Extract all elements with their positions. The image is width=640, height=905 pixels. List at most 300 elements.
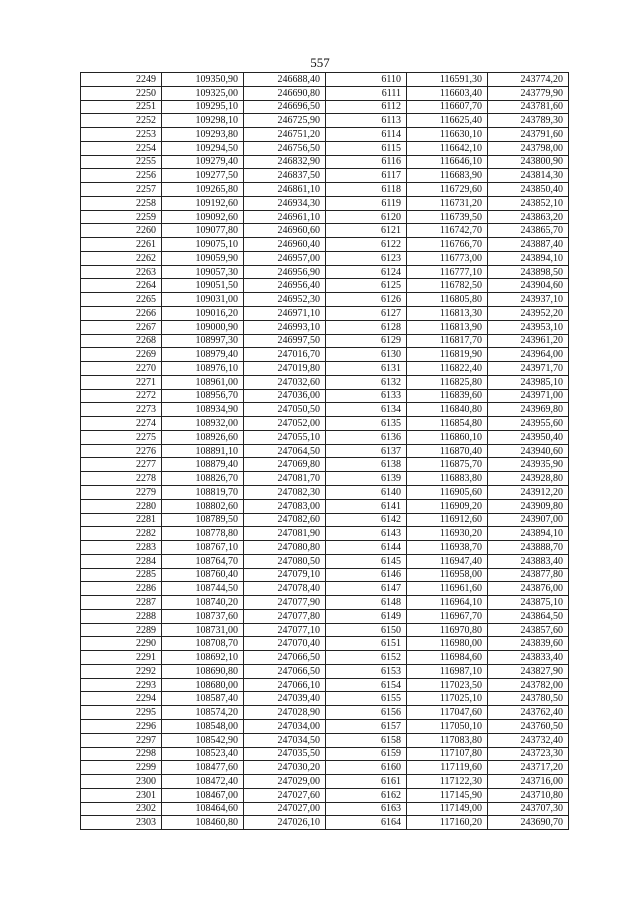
table-row [81,802,569,816]
cell-x-coordinate: 108467,00 [162,788,244,802]
cell-x-coordinate: 108926,60 [162,430,244,444]
cell-point-number: 6146 [326,568,407,582]
cell-y-coordinate: 243928,80 [488,472,569,486]
table-row [81,320,569,334]
cell-y-coordinate: 243780,50 [488,692,569,706]
cell-x-coordinate: 108740,20 [162,596,244,610]
cell-y-coordinate: 247082,60 [244,513,326,527]
cell-point-number: 6120 [326,210,407,224]
cell-y-coordinate: 247034,50 [244,733,326,747]
cell-y-coordinate: 247083,00 [244,499,326,513]
cell-x-coordinate: 108891,10 [162,444,244,458]
cell-y-coordinate: 243912,20 [488,485,569,499]
cell-point-number: 2249 [81,73,162,87]
cell-y-coordinate: 246971,10 [244,307,326,321]
cell-point-number: 2290 [81,637,162,651]
table-row [81,362,569,376]
cell-x-coordinate: 108574,20 [162,706,244,720]
cell-x-coordinate: 116603,40 [407,86,488,100]
cell-y-coordinate: 243888,70 [488,541,569,555]
cell-y-coordinate: 246952,30 [244,293,326,307]
cell-x-coordinate: 116875,70 [407,458,488,472]
cell-y-coordinate: 243865,70 [488,224,569,238]
cell-y-coordinate: 246861,10 [244,183,326,197]
cell-y-coordinate: 243952,20 [488,307,569,321]
cell-y-coordinate: 243800,90 [488,155,569,169]
cell-x-coordinate: 108932,00 [162,417,244,431]
cell-point-number: 6160 [326,761,407,775]
cell-y-coordinate: 243732,40 [488,733,569,747]
cell-x-coordinate: 108548,00 [162,719,244,733]
cell-point-number: 6117 [326,169,407,183]
cell-y-coordinate: 247066,50 [244,664,326,678]
cell-x-coordinate: 108737,60 [162,609,244,623]
cell-x-coordinate: 108789,50 [162,513,244,527]
cell-point-number: 2282 [81,527,162,541]
cell-x-coordinate: 109294,50 [162,141,244,155]
cell-y-coordinate: 243789,30 [488,114,569,128]
cell-y-coordinate: 243690,70 [488,816,569,830]
cell-x-coordinate: 109350,90 [162,73,244,87]
cell-y-coordinate: 247077,90 [244,596,326,610]
cell-point-number: 2298 [81,747,162,761]
cell-y-coordinate: 247066,50 [244,651,326,665]
cell-x-coordinate: 116625,40 [407,114,488,128]
cell-y-coordinate: 243937,10 [488,293,569,307]
cell-point-number: 6140 [326,485,407,499]
cell-y-coordinate: 243935,90 [488,458,569,472]
cell-point-number: 6121 [326,224,407,238]
cell-x-coordinate: 116961,60 [407,582,488,596]
table-row [81,623,569,637]
cell-y-coordinate: 247066,10 [244,678,326,692]
cell-y-coordinate: 243717,20 [488,761,569,775]
cell-point-number: 6141 [326,499,407,513]
cell-y-coordinate: 243904,60 [488,279,569,293]
cell-y-coordinate: 247081,70 [244,472,326,486]
cell-x-coordinate: 116782,50 [407,279,488,293]
cell-x-coordinate: 116642,10 [407,141,488,155]
cell-x-coordinate: 116805,80 [407,293,488,307]
table-row [81,238,569,252]
cell-x-coordinate: 116909,20 [407,499,488,513]
cell-point-number: 2273 [81,403,162,417]
cell-point-number: 2294 [81,692,162,706]
cell-point-number: 2268 [81,334,162,348]
cell-x-coordinate: 108477,60 [162,761,244,775]
cell-point-number: 6143 [326,527,407,541]
table-row [81,334,569,348]
cell-point-number: 6129 [326,334,407,348]
cell-y-coordinate: 247027,60 [244,788,326,802]
cell-y-coordinate: 243791,60 [488,128,569,142]
table-row [81,389,569,403]
cell-point-number: 6122 [326,238,407,252]
cell-x-coordinate: 116958,00 [407,568,488,582]
cell-x-coordinate: 116883,80 [407,472,488,486]
cell-y-coordinate: 243876,00 [488,582,569,596]
cell-x-coordinate: 117122,30 [407,775,488,789]
cell-point-number: 2255 [81,155,162,169]
cell-y-coordinate: 246961,10 [244,210,326,224]
cell-point-number: 2286 [81,582,162,596]
cell-point-number: 2265 [81,293,162,307]
table-row [81,183,569,197]
cell-y-coordinate: 243875,10 [488,596,569,610]
cell-y-coordinate: 243723,30 [488,747,569,761]
cell-x-coordinate: 109265,80 [162,183,244,197]
table-row [81,128,569,142]
cell-y-coordinate: 243971,70 [488,362,569,376]
cell-y-coordinate: 247064,50 [244,444,326,458]
cell-x-coordinate: 109279,40 [162,155,244,169]
cell-point-number: 6142 [326,513,407,527]
table-row [81,224,569,238]
cell-point-number: 2257 [81,183,162,197]
cell-point-number: 2299 [81,761,162,775]
table-row [81,609,569,623]
table-row [81,775,569,789]
cell-y-coordinate: 246832,90 [244,155,326,169]
cell-x-coordinate: 117047,60 [407,706,488,720]
table-row [81,251,569,265]
cell-point-number: 2270 [81,362,162,376]
cell-y-coordinate: 247027,00 [244,802,326,816]
cell-y-coordinate: 247052,00 [244,417,326,431]
table-row [81,485,569,499]
cell-x-coordinate: 116980,00 [407,637,488,651]
table-row [81,265,569,279]
cell-x-coordinate: 108961,00 [162,375,244,389]
cell-x-coordinate: 116766,70 [407,238,488,252]
table-row [81,527,569,541]
cell-x-coordinate: 109051,50 [162,279,244,293]
table-row [81,155,569,169]
cell-point-number: 6156 [326,706,407,720]
cell-x-coordinate: 117025,10 [407,692,488,706]
cell-point-number: 2252 [81,114,162,128]
cell-y-coordinate: 243798,00 [488,141,569,155]
cell-x-coordinate: 108542,90 [162,733,244,747]
cell-x-coordinate: 116813,90 [407,320,488,334]
cell-y-coordinate: 243839,60 [488,637,569,651]
cell-x-coordinate: 117023,50 [407,678,488,692]
cell-y-coordinate: 246997,50 [244,334,326,348]
cell-point-number: 6130 [326,348,407,362]
table-row [81,210,569,224]
cell-point-number: 2276 [81,444,162,458]
cell-x-coordinate: 116947,40 [407,554,488,568]
cell-point-number: 2283 [81,541,162,555]
cell-point-number: 6161 [326,775,407,789]
cell-y-coordinate: 247016,70 [244,348,326,362]
cell-y-coordinate: 243955,60 [488,417,569,431]
cell-y-coordinate: 243716,00 [488,775,569,789]
cell-y-coordinate: 247029,00 [244,775,326,789]
table-row [81,816,569,830]
cell-point-number: 2287 [81,596,162,610]
cell-x-coordinate: 108731,00 [162,623,244,637]
cell-point-number: 6155 [326,692,407,706]
cell-x-coordinate: 116819,90 [407,348,488,362]
cell-y-coordinate: 243898,50 [488,265,569,279]
cell-point-number: 6134 [326,403,407,417]
cell-y-coordinate: 247081,90 [244,527,326,541]
cell-y-coordinate: 243953,10 [488,320,569,334]
cell-point-number: 2250 [81,86,162,100]
cell-y-coordinate: 247079,10 [244,568,326,582]
cell-x-coordinate: 109092,60 [162,210,244,224]
cell-x-coordinate: 116987,10 [407,664,488,678]
cell-x-coordinate: 117083,80 [407,733,488,747]
cell-point-number: 2275 [81,430,162,444]
cell-point-number: 2291 [81,651,162,665]
cell-x-coordinate: 116591,30 [407,73,488,87]
cell-y-coordinate: 247036,00 [244,389,326,403]
cell-x-coordinate: 116683,90 [407,169,488,183]
cell-point-number: 2303 [81,816,162,830]
cell-x-coordinate: 117119,60 [407,761,488,775]
table-row [81,307,569,321]
cell-y-coordinate: 243760,50 [488,719,569,733]
cell-x-coordinate: 116967,70 [407,609,488,623]
cell-y-coordinate: 247028,90 [244,706,326,720]
table-row [81,541,569,555]
cell-y-coordinate: 243909,80 [488,499,569,513]
cell-x-coordinate: 109016,20 [162,307,244,321]
cell-x-coordinate: 116729,60 [407,183,488,197]
cell-point-number: 2289 [81,623,162,637]
cell-point-number: 6114 [326,128,407,142]
cell-x-coordinate: 109192,60 [162,196,244,210]
cell-x-coordinate: 109295,10 [162,100,244,114]
cell-x-coordinate: 109277,50 [162,169,244,183]
cell-point-number: 6118 [326,183,407,197]
cell-y-coordinate: 247039,40 [244,692,326,706]
cell-point-number: 2281 [81,513,162,527]
cell-y-coordinate: 246696,50 [244,100,326,114]
cell-point-number: 6131 [326,362,407,376]
cell-x-coordinate: 109298,10 [162,114,244,128]
table-row [81,293,569,307]
cell-point-number: 6115 [326,141,407,155]
cell-x-coordinate: 109000,90 [162,320,244,334]
cell-x-coordinate: 109293,80 [162,128,244,142]
cell-x-coordinate: 108587,40 [162,692,244,706]
cell-point-number: 6137 [326,444,407,458]
table-row [81,114,569,128]
cell-y-coordinate: 243969,80 [488,403,569,417]
table-row [81,403,569,417]
cell-y-coordinate: 243863,20 [488,210,569,224]
cell-x-coordinate: 108819,70 [162,485,244,499]
cell-x-coordinate: 116854,80 [407,417,488,431]
cell-point-number: 6162 [326,788,407,802]
cell-point-number: 6112 [326,100,407,114]
table-row [81,141,569,155]
cell-y-coordinate: 243782,00 [488,678,569,692]
cell-x-coordinate: 109075,10 [162,238,244,252]
cell-y-coordinate: 247070,40 [244,637,326,651]
cell-y-coordinate: 243827,90 [488,664,569,678]
cell-y-coordinate: 247077,10 [244,623,326,637]
cell-x-coordinate: 116984,60 [407,651,488,665]
cell-point-number: 6128 [326,320,407,334]
cell-point-number: 2297 [81,733,162,747]
table-row [81,100,569,114]
cell-x-coordinate: 108976,10 [162,362,244,376]
cell-point-number: 2277 [81,458,162,472]
cell-x-coordinate: 109059,90 [162,251,244,265]
cell-y-coordinate: 246960,60 [244,224,326,238]
cell-point-number: 6148 [326,596,407,610]
table-row [81,678,569,692]
cell-point-number: 6110 [326,73,407,87]
cell-point-number: 6154 [326,678,407,692]
cell-y-coordinate: 247050,50 [244,403,326,417]
page-number: 557 [310,55,330,70]
table-row [81,568,569,582]
cell-y-coordinate: 246837,50 [244,169,326,183]
cell-y-coordinate: 243961,20 [488,334,569,348]
cell-point-number: 2288 [81,609,162,623]
cell-y-coordinate: 243877,80 [488,568,569,582]
cell-point-number: 6158 [326,733,407,747]
cell-y-coordinate: 246956,40 [244,279,326,293]
cell-point-number: 6151 [326,637,407,651]
cell-x-coordinate: 116822,40 [407,362,488,376]
table-row [81,513,569,527]
cell-y-coordinate: 246956,90 [244,265,326,279]
cell-point-number: 6152 [326,651,407,665]
cell-x-coordinate: 109325,00 [162,86,244,100]
cell-point-number: 6126 [326,293,407,307]
cell-x-coordinate: 117145,90 [407,788,488,802]
cell-x-coordinate: 116825,80 [407,375,488,389]
cell-x-coordinate: 108826,70 [162,472,244,486]
cell-point-number: 2284 [81,554,162,568]
table-row [81,582,569,596]
cell-y-coordinate: 243762,40 [488,706,569,720]
table-row [81,472,569,486]
table-row [81,692,569,706]
table-row [81,444,569,458]
table-row [81,747,569,761]
cell-x-coordinate: 108708,70 [162,637,244,651]
cell-point-number: 2263 [81,265,162,279]
cell-point-number: 2295 [81,706,162,720]
cell-x-coordinate: 109077,80 [162,224,244,238]
cell-point-number: 6119 [326,196,407,210]
cell-point-number: 2285 [81,568,162,582]
cell-y-coordinate: 247032,60 [244,375,326,389]
cell-x-coordinate: 108979,40 [162,348,244,362]
cell-y-coordinate: 247030,20 [244,761,326,775]
table-row [81,664,569,678]
cell-y-coordinate: 243971,00 [488,389,569,403]
table-row [81,458,569,472]
cell-y-coordinate: 247077,80 [244,609,326,623]
cell-y-coordinate: 243964,00 [488,348,569,362]
cell-x-coordinate: 116731,20 [407,196,488,210]
cell-y-coordinate: 243985,10 [488,375,569,389]
table-row [81,279,569,293]
cell-x-coordinate: 116905,60 [407,485,488,499]
cell-point-number: 6164 [326,816,407,830]
table-row [81,430,569,444]
cell-y-coordinate: 243857,60 [488,623,569,637]
cell-y-coordinate: 243907,00 [488,513,569,527]
table-row [81,417,569,431]
cell-point-number: 2253 [81,128,162,142]
cell-point-number: 2261 [81,238,162,252]
cell-x-coordinate: 117050,10 [407,719,488,733]
cell-x-coordinate: 108680,00 [162,678,244,692]
cell-point-number: 2267 [81,320,162,334]
cell-y-coordinate: 243950,40 [488,430,569,444]
cell-x-coordinate: 116813,30 [407,307,488,321]
cell-x-coordinate: 116964,10 [407,596,488,610]
cell-x-coordinate: 116630,10 [407,128,488,142]
cell-y-coordinate: 247080,80 [244,541,326,555]
cell-point-number: 2278 [81,472,162,486]
cell-x-coordinate: 108802,60 [162,499,244,513]
cell-y-coordinate: 247078,40 [244,582,326,596]
cell-point-number: 2292 [81,664,162,678]
cell-y-coordinate: 247034,00 [244,719,326,733]
cell-point-number: 2301 [81,788,162,802]
cell-point-number: 6150 [326,623,407,637]
cell-x-coordinate: 116607,70 [407,100,488,114]
cell-y-coordinate: 246993,10 [244,320,326,334]
cell-y-coordinate: 247035,50 [244,747,326,761]
table-row [81,554,569,568]
cell-point-number: 2266 [81,307,162,321]
cell-x-coordinate: 116860,10 [407,430,488,444]
cell-y-coordinate: 243850,40 [488,183,569,197]
table-row [81,196,569,210]
cell-point-number: 2274 [81,417,162,431]
cell-point-number: 6157 [326,719,407,733]
cell-y-coordinate: 247080,50 [244,554,326,568]
cell-point-number: 2302 [81,802,162,816]
cell-y-coordinate: 246756,50 [244,141,326,155]
cell-x-coordinate: 108464,60 [162,802,244,816]
cell-point-number: 6139 [326,472,407,486]
cell-point-number: 2251 [81,100,162,114]
cell-x-coordinate: 116839,60 [407,389,488,403]
cell-point-number: 2259 [81,210,162,224]
table-row [81,651,569,665]
table-row [81,348,569,362]
cell-y-coordinate: 243774,20 [488,73,569,87]
cell-point-number: 2272 [81,389,162,403]
cell-y-coordinate: 246688,40 [244,73,326,87]
cell-point-number: 6127 [326,307,407,321]
cell-x-coordinate: 116930,20 [407,527,488,541]
cell-x-coordinate: 116777,10 [407,265,488,279]
cell-y-coordinate: 243894,10 [488,527,569,541]
table-row [81,706,569,720]
cell-point-number: 6136 [326,430,407,444]
cell-point-number: 2264 [81,279,162,293]
cell-point-number: 2279 [81,485,162,499]
cell-y-coordinate: 243883,40 [488,554,569,568]
cell-y-coordinate: 243833,40 [488,651,569,665]
cell-x-coordinate: 108879,40 [162,458,244,472]
cell-x-coordinate: 108460,80 [162,816,244,830]
cell-y-coordinate: 246751,20 [244,128,326,142]
